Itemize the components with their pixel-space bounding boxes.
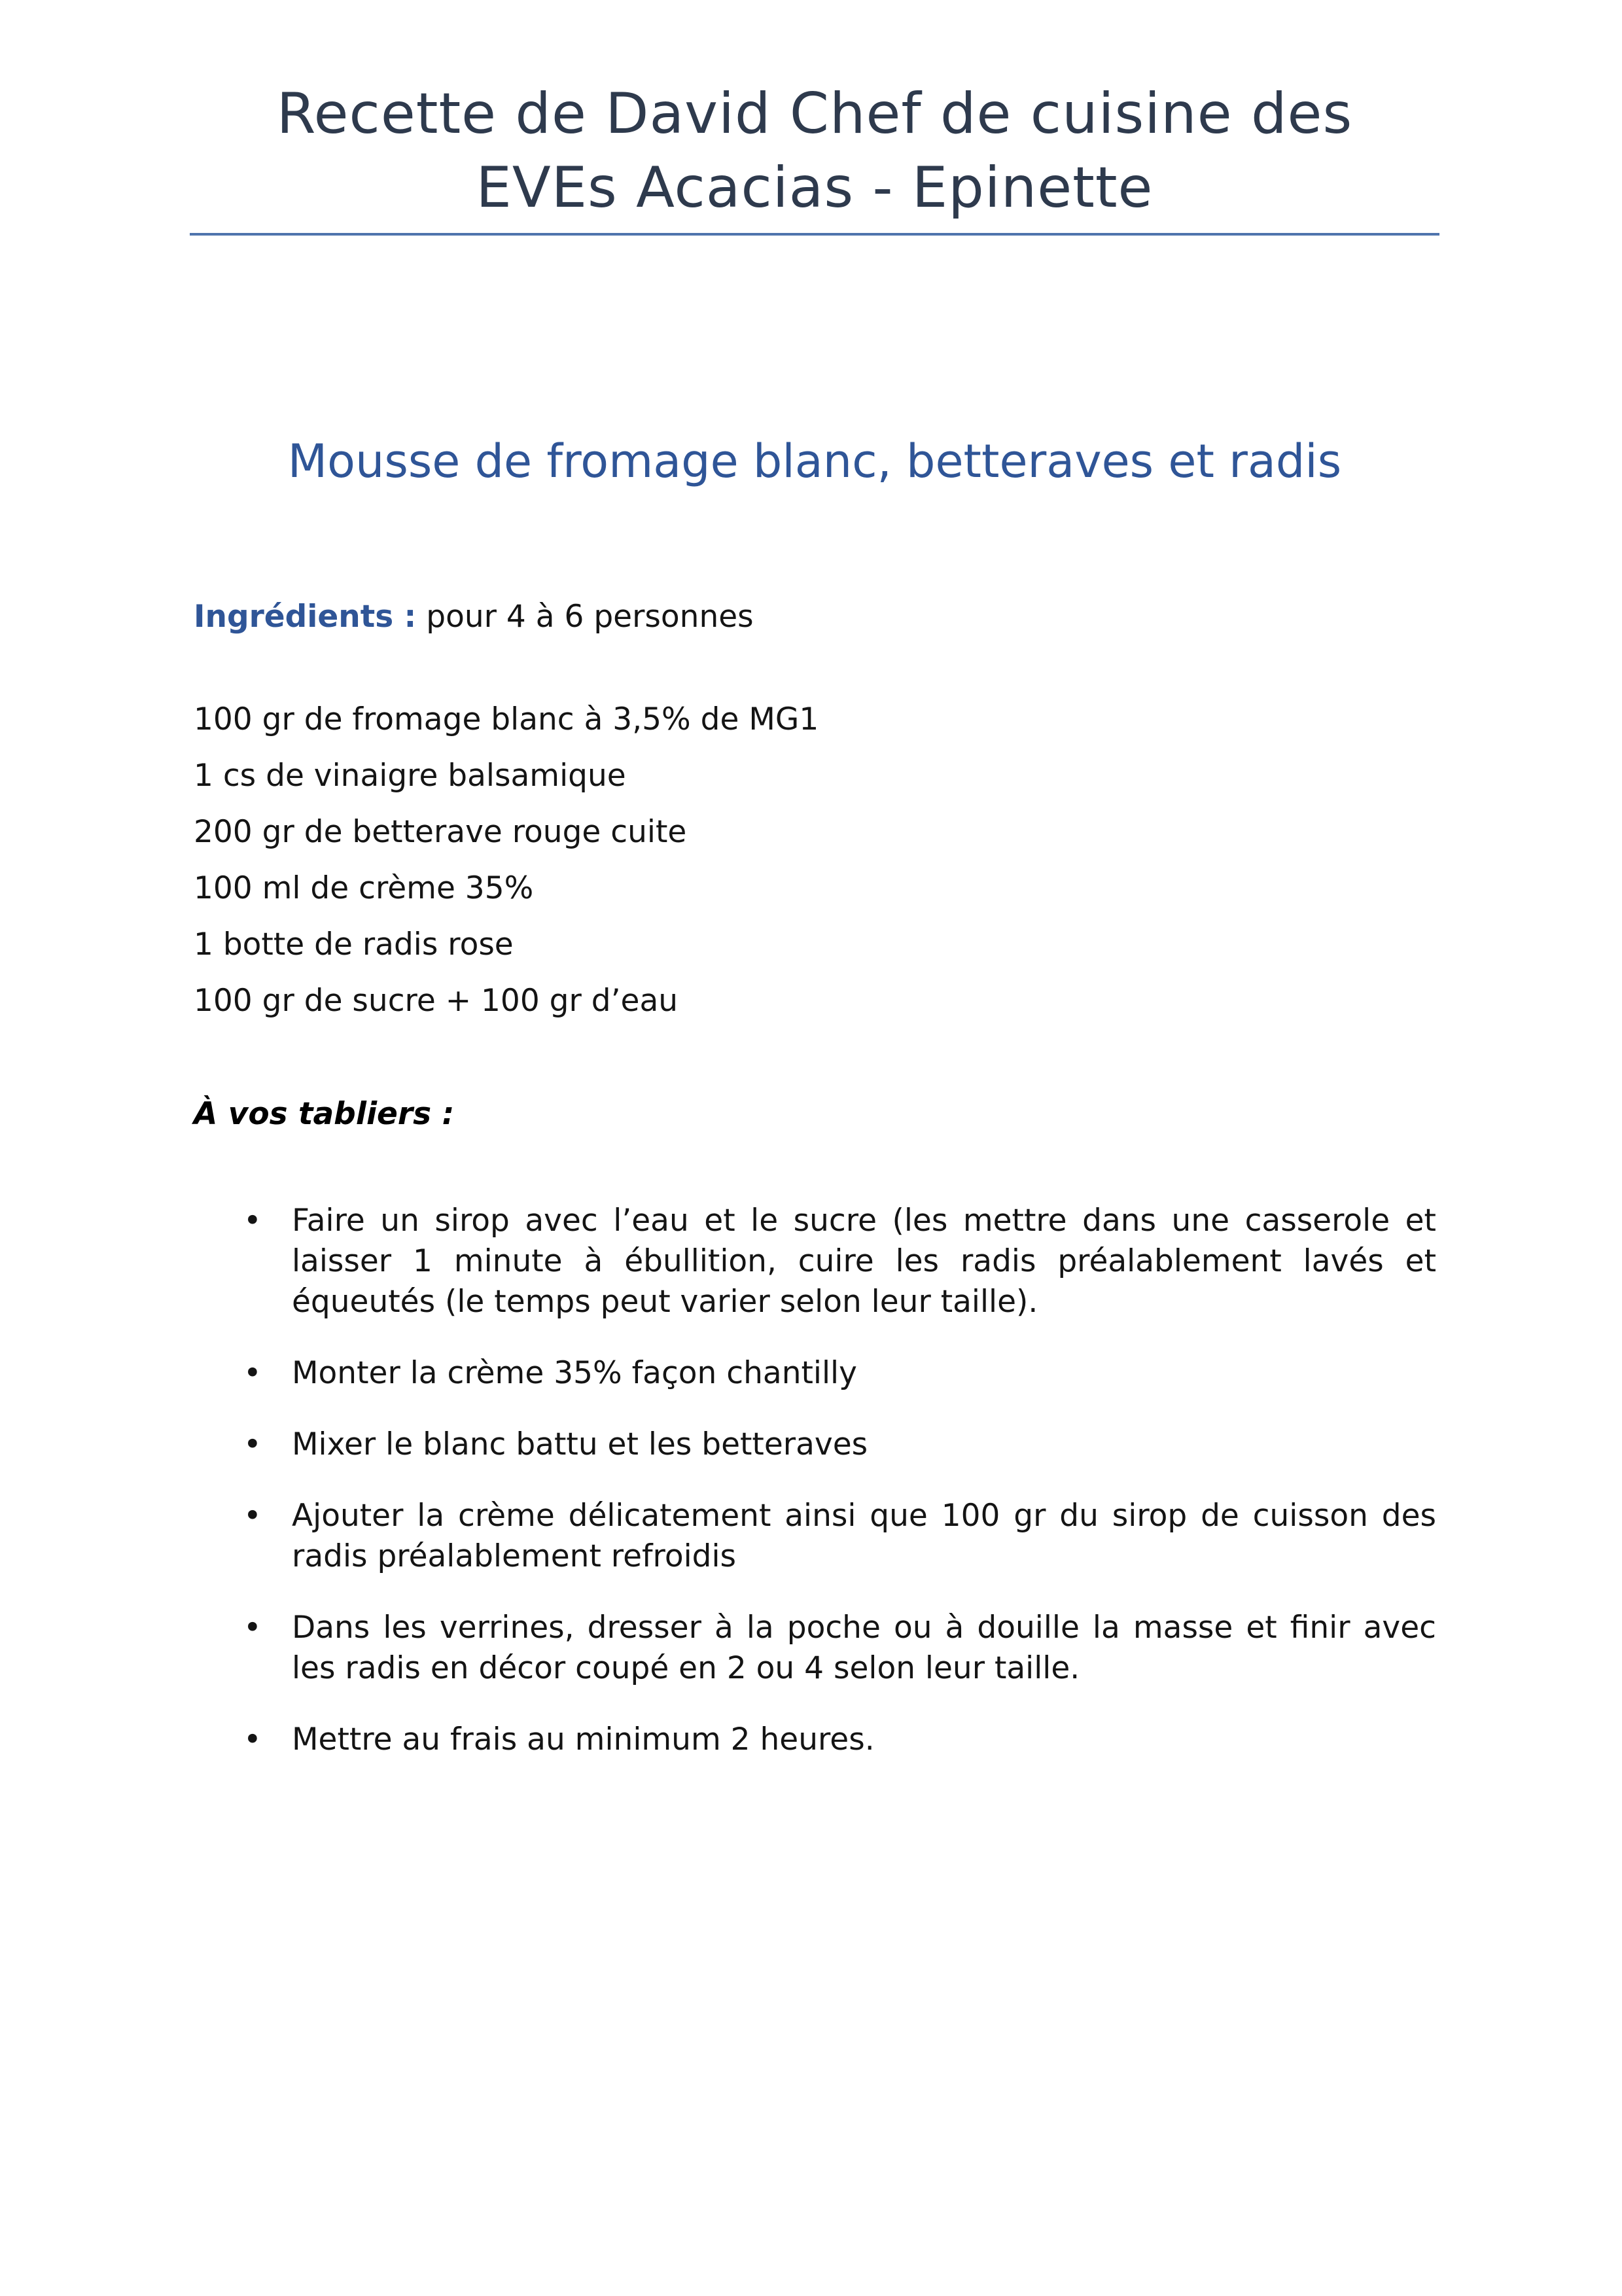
servings-text: pour 4 à 6 personnes xyxy=(416,599,754,635)
step-item xyxy=(242,1608,1436,1689)
ingredient-list xyxy=(194,699,819,1037)
ingredients-heading xyxy=(194,597,754,637)
ingredient-item: 1 cs de vinaigre balsamique xyxy=(194,758,626,794)
step-item xyxy=(242,1201,1436,1322)
steps-heading: À vos tabliers : xyxy=(194,1096,455,1132)
ingredient-item: 100 gr de sucre + 100 gr d’eau xyxy=(194,983,679,1019)
ingredient-item: 200 gr de betterave rouge cuite xyxy=(194,814,687,850)
step-item xyxy=(242,1424,1436,1465)
steps-list xyxy=(242,1201,1436,1791)
recipe-title: Mousse de fromage blanc, betteraves et radis xyxy=(287,434,1342,488)
bullet-icon: • xyxy=(243,1203,262,1239)
ingredient-item: 100 gr de fromage blanc à 3,5% de MG1 xyxy=(194,701,819,737)
bullet-icon: • xyxy=(243,1355,262,1391)
bullet-icon: • xyxy=(243,1498,262,1534)
step-text: Dans les verrines, dresser à la poche ou à douille la masse et finir avec les radis en décor coupé en 2 ou 4 selon leur taille. xyxy=(292,1610,1436,1686)
document-title-line-1: Recette de David Chef de cuisine des xyxy=(276,81,1353,147)
bullet-icon: • xyxy=(243,1426,262,1462)
step-text: Mettre au frais au minimum 2 heures. xyxy=(292,1722,875,1757)
bullet-icon: • xyxy=(243,1722,262,1757)
step-item xyxy=(242,1353,1436,1394)
step-text: Monter la crème 35% façon chantilly xyxy=(292,1355,857,1391)
step-item xyxy=(242,1720,1436,1760)
bullet-icon: • xyxy=(243,1610,262,1646)
step-text: Ajouter la crème délicatement ainsi que 100 gr du sirop de cuisson des radis préalablement refroidis xyxy=(292,1498,1436,1574)
step-item xyxy=(242,1496,1436,1577)
title-underline-rule xyxy=(190,233,1439,236)
document-title-line-2: EVEs Acacias - Epinette xyxy=(476,155,1154,221)
step-text: Mixer le blanc battu et les betteraves xyxy=(292,1426,868,1462)
document-title xyxy=(190,77,1439,225)
step-text: Faire un sirop avec l’eau et le sucre (les mettre dans une casserole et laisser 1 minute à ébullition, cuire les radis préalablement lavés et équeutés (le temps peut varier selon leur taille). xyxy=(292,1203,1436,1320)
ingredients-label: Ingrédients : xyxy=(194,599,417,635)
ingredient-item: 100 ml de crème 35% xyxy=(194,870,534,906)
ingredient-item: 1 botte de radis rose xyxy=(194,927,514,963)
